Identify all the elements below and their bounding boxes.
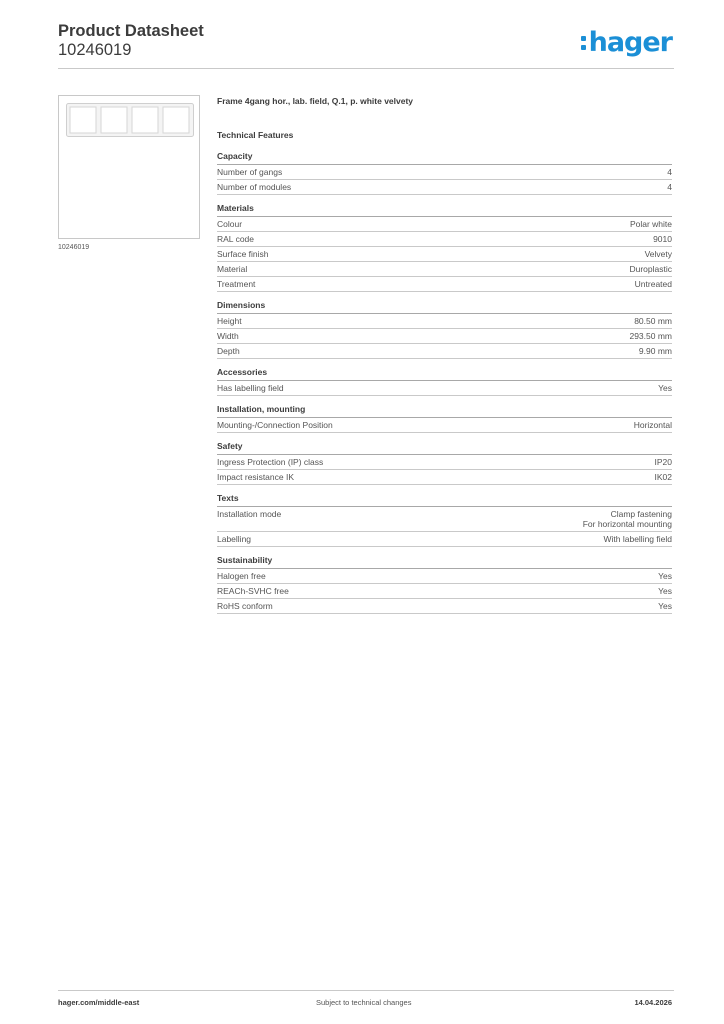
- section-title: Capacity: [217, 150, 672, 165]
- spec-row: [217, 277, 672, 292]
- spec-row: [217, 532, 672, 547]
- spec-label: RAL code: [217, 234, 255, 244]
- spec-row: [217, 344, 672, 359]
- product-title: Frame 4gang hor., lab. field, Q.1, p. white velvety: [217, 96, 414, 106]
- spec-row: [217, 262, 672, 277]
- spec-value: IP20: [654, 457, 672, 467]
- logo-dots-icon: [581, 36, 586, 50]
- spec-sections: [217, 150, 672, 614]
- spec-row: [217, 470, 672, 485]
- spec-value: Yes: [658, 586, 672, 596]
- section-title: Safety: [217, 440, 672, 455]
- spec-value: IK02: [654, 472, 672, 482]
- spec-value: 9.90 mm: [638, 346, 672, 356]
- spec-value: Yes: [658, 601, 672, 611]
- spec-value: Duroplastic: [629, 264, 672, 274]
- spec-row: [217, 584, 672, 599]
- spec-label: Installation mode: [217, 509, 282, 519]
- page-header: [58, 20, 674, 70]
- spec-label: Number of gangs: [217, 167, 283, 177]
- spec-section: [217, 440, 672, 485]
- section-title: Materials: [217, 202, 672, 217]
- spec-label: Number of modules: [217, 182, 292, 192]
- spec-section: [217, 202, 672, 292]
- technical-content: [217, 96, 672, 621]
- section-title: Installation, mounting: [217, 403, 672, 418]
- section-title: Sustainability: [217, 554, 672, 569]
- section-title: Accessories: [217, 366, 672, 381]
- spec-label: Height: [217, 316, 242, 326]
- footer-disclaimer: Subject to technical changes: [316, 998, 412, 1007]
- spec-value: Clamp fastening For horizontal mounting: [582, 509, 672, 529]
- spec-row: [217, 599, 672, 614]
- spec-section: [217, 554, 672, 614]
- spec-label: Treatment: [217, 279, 256, 289]
- spec-value: With labelling field: [603, 534, 672, 544]
- logo-text: hager: [588, 26, 672, 58]
- spec-label: Labelling: [217, 534, 252, 544]
- spec-row: [217, 247, 672, 262]
- spec-row: [217, 329, 672, 344]
- spec-row: [217, 569, 672, 584]
- spec-value: Yes: [658, 571, 672, 581]
- document-title: Product Datasheet: [58, 22, 204, 40]
- spec-label: Depth: [217, 346, 240, 356]
- spec-section: [217, 403, 672, 433]
- spec-row: [217, 217, 672, 232]
- footer-date: 14.04.2026: [634, 998, 672, 1007]
- header-divider: [58, 68, 674, 69]
- spec-label: Surface finish: [217, 249, 269, 259]
- page-footer: [58, 998, 674, 1010]
- footer-website: hager.com/middle-east: [58, 998, 140, 1007]
- spec-label: Has labelling field: [217, 383, 284, 393]
- spec-label: REACh-SVHC free: [217, 586, 289, 596]
- spec-row: [217, 314, 672, 329]
- image-caption: 10246019: [58, 244, 90, 251]
- spec-value: Velvety: [644, 249, 672, 259]
- spec-value: 80.50 mm: [634, 316, 672, 326]
- spec-section: [217, 299, 672, 359]
- spec-label: RoHS conform: [217, 601, 273, 611]
- spec-value: Untreated: [634, 279, 672, 289]
- spec-section: [217, 150, 672, 195]
- frame-4gang-icon: [66, 103, 194, 137]
- section-title: Dimensions: [217, 299, 672, 314]
- spec-label: Width: [217, 331, 239, 341]
- spec-row: [217, 180, 672, 195]
- spec-row: [217, 455, 672, 470]
- document-number: 10246019: [58, 41, 132, 59]
- footer-divider: [58, 990, 674, 991]
- spec-label: Colour: [217, 219, 243, 229]
- spec-value: Polar white: [629, 219, 672, 229]
- spec-label: Material: [217, 264, 248, 274]
- spec-row: [217, 381, 672, 396]
- hager-logo: [581, 26, 672, 58]
- spec-label: Mounting-/Connection Position: [217, 420, 333, 430]
- spec-section: [217, 492, 672, 547]
- spec-value: 9010: [653, 234, 672, 244]
- spec-value: 4: [667, 182, 672, 192]
- spec-value: 293.50 mm: [629, 331, 672, 341]
- spec-row: [217, 418, 672, 433]
- spec-row: [217, 507, 672, 532]
- product-image: [58, 95, 200, 239]
- spec-label: Ingress Protection (IP) class: [217, 457, 324, 467]
- spec-label: Impact resistance IK: [217, 472, 295, 482]
- spec-value: Horizontal: [633, 420, 672, 430]
- technical-features-heading: Technical Features: [217, 130, 294, 140]
- spec-value: Yes: [658, 383, 672, 393]
- spec-row: [217, 232, 672, 247]
- spec-label: Halogen free: [217, 571, 266, 581]
- spec-value: 4: [667, 167, 672, 177]
- spec-row: [217, 165, 672, 180]
- spec-section: [217, 366, 672, 396]
- section-title: Texts: [217, 492, 672, 507]
